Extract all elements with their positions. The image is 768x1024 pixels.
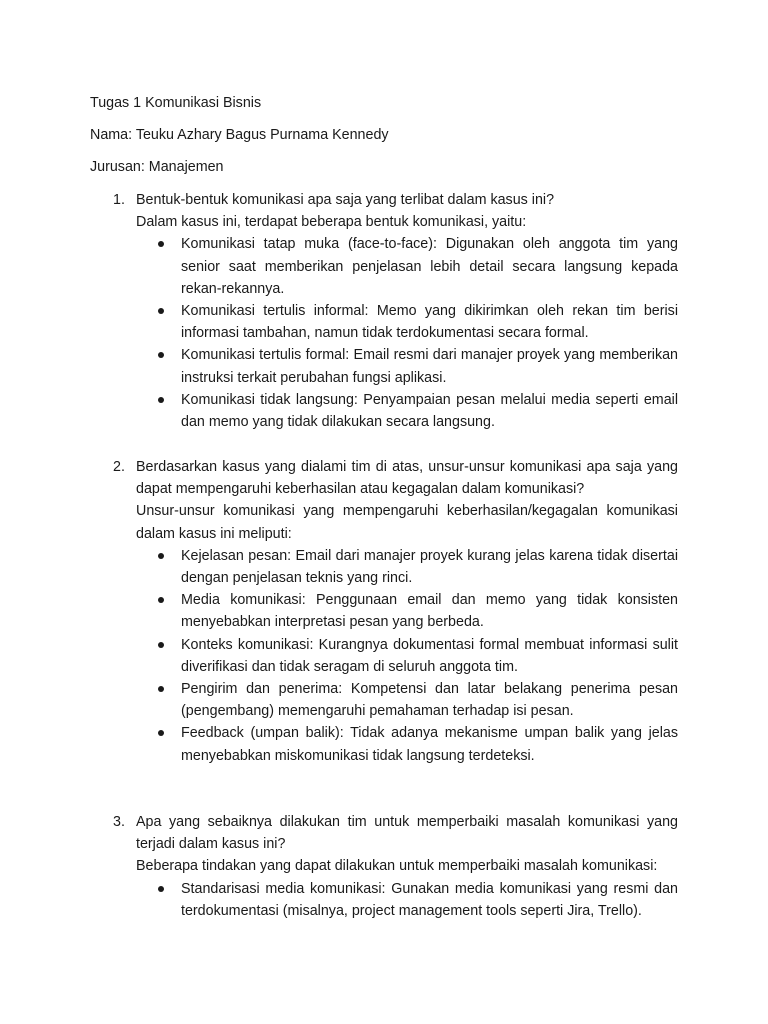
question-text: Berdasarkan kasus yang dialami tim di atas, unsur-unsur komunikasi apa saja yang dapat mempengaruhi keberhasilan atau kegagalan dalam komunikasi? xyxy=(136,459,678,498)
question-number: 3. xyxy=(113,814,125,830)
question-1 xyxy=(113,189,678,433)
document-title: Tugas 1 Komunikasi Bisnis xyxy=(90,95,262,111)
list-item: Konteks komunikasi: Kurangnya dokumentasi formal membuat informasi sulit diverifikasi dan tidak seragam di seluruh anggota tim. xyxy=(181,634,678,678)
list-item: Komunikasi tidak langsung: Penyampaian pesan melalui media seperti email dan memo yang tidak dilakukan secara langsung. xyxy=(181,389,678,433)
bullet-list xyxy=(113,878,678,922)
answer-intro: Dalam kasus ini, terdapat beberapa bentuk komunikasi, yaitu: xyxy=(136,214,527,231)
list-item: Kejelasan pesan: Email dari manajer proyek kurang jelas karena tidak disertai dengan penjelasan teknis yang rinci. xyxy=(181,545,678,589)
bullet-list xyxy=(113,233,678,433)
student-major: Jurusan: Manajemen xyxy=(90,159,224,175)
list-item: Standarisasi media komunikasi: Gunakan media komunikasi yang resmi dan terdokumentasi (misalnya, project management tools seperti Jira, Trello). xyxy=(181,878,678,922)
question-number: 1. xyxy=(113,192,125,208)
bullet-icon xyxy=(158,886,164,892)
question-3 xyxy=(113,811,678,922)
answer-intro: Beberapa tindakan yang dapat dilakukan untuk memperbaiki masalah komunikasi: xyxy=(136,858,658,875)
bullet-icon xyxy=(158,686,164,692)
bullet-icon xyxy=(158,308,164,314)
bullet-icon xyxy=(158,352,164,358)
answer-intro: Unsur-unsur komunikasi yang mempengaruhi keberhasilan/kegagalan komunikasi dalam kasus ini meliputi: xyxy=(136,503,678,542)
bullet-icon xyxy=(158,553,164,559)
student-name: Nama: Teuku Azhary Bagus Purnama Kennedy xyxy=(90,127,389,143)
question-number: 2. xyxy=(113,459,125,475)
bullet-list xyxy=(113,545,678,767)
list-item: Komunikasi tertulis formal: Email resmi dari manajer proyek yang memberikan instruksi terkait perubahan fungsi aplikasi. xyxy=(181,344,678,388)
question-text: Bentuk-bentuk komunikasi apa saja yang terlibat dalam kasus ini? xyxy=(136,192,555,208)
list-item: Komunikasi tertulis informal: Memo yang dikirimkan oleh rekan tim berisi informasi tambahan, namun tidak terdokumentasi secara formal. xyxy=(181,300,678,344)
bullet-icon xyxy=(158,397,164,403)
list-item: Media komunikasi: Penggunaan email dan memo yang tidak konsisten menyebabkan interpretasi pesan yang berbeda. xyxy=(181,589,678,633)
list-item: Feedback (umpan balik): Tidak adanya mekanisme umpan balik yang jelas menyebabkan miskomunikasi tidak langsung terdeteksi. xyxy=(181,722,678,766)
list-item: Pengirim dan penerima: Kompetensi dan latar belakang penerima pesan (pengembang) memengaruhi pemahaman terhadap isi pesan. xyxy=(181,678,678,722)
bullet-icon xyxy=(158,241,164,247)
bullet-icon xyxy=(158,642,164,648)
question-2 xyxy=(113,456,678,767)
question-text: Apa yang sebaiknya dilakukan tim untuk memperbaiki masalah komunikasi yang terjadi dalam kasus ini? xyxy=(136,814,678,853)
bullet-icon xyxy=(158,597,164,603)
list-item: Komunikasi tatap muka (face-to-face): Digunakan oleh anggota tim yang senior saat memberikan penjelasan lebih detail secara langsung kepada rekan-rekannya. xyxy=(181,233,678,300)
bullet-icon xyxy=(158,730,164,736)
